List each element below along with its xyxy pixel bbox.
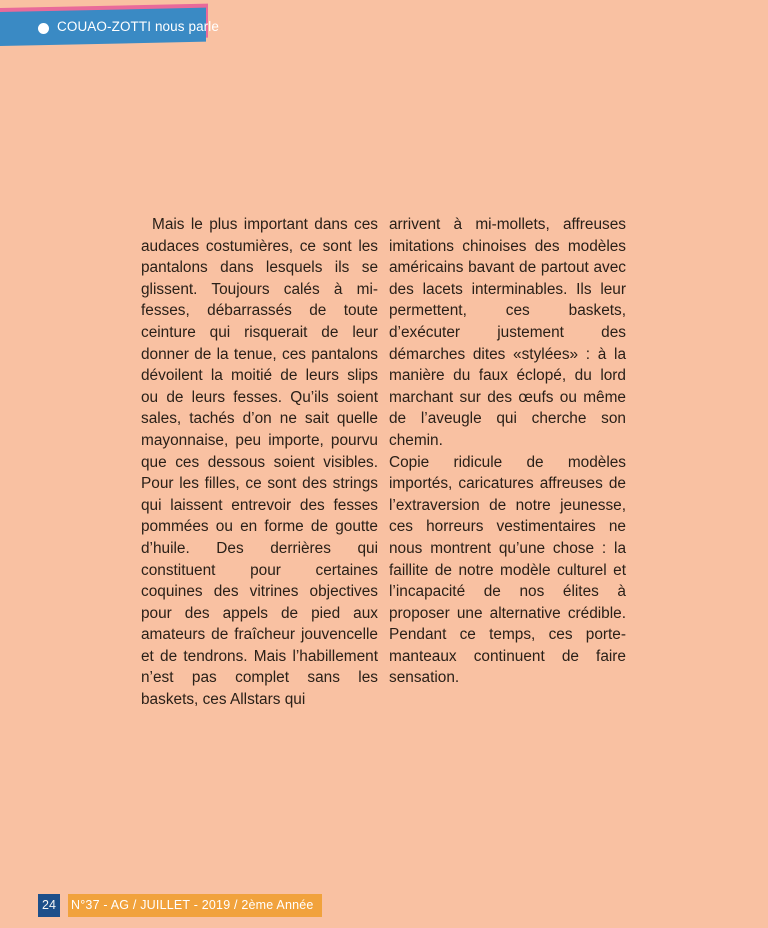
article-paragraph: Copie ridicule de modèles importés, caricatures affreuses de l’extraversion de notre jeunesse, ces horreurs vestimentaires ne nous montrent qu’une chose : la faillite de notre modèle culturel et l’incapacité de nos élites à proposer une alternative crédible. Pendant ce temps, ces porte-manteaux continuent de faire sensation. bbox=[389, 453, 626, 687]
section-header-tab bbox=[0, 8, 219, 44]
article-paragraph: Mais le plus important dans ces audaces costumières, ce sont les pantalons dans lesquels ils se glissent. Toujours calés à mi-fesses, débarrassés de toute ceinture qui risquerait de leur donner de la tenue, ces pantalons dévoilent la moitié de leurs slips ou de leurs fesses. Qu’ils soient sales, tachés d’on ne sait quelle mayonnaise, peu importe, pourvu que ces dessous soient visibles. Pour les filles, ce sont des strings qui laissent entrevoir des fesses pommées ou en forme de goutte d’huile. Des derrières qui constituent pour certaines coquines des vitrines objectives pour des appels de pied aux amateurs de fraîcheur jouvencelle et de tendrons. Mais l’habillement n’est pas complet sans les baskets, ces Allstars qui bbox=[141, 216, 378, 709]
footer-gap bbox=[60, 894, 68, 917]
article-paragraph: arrivent à mi-mollets, affreuses imitations chinoises des modèles américains bavant de partout avec des lacets interminables. Ils leur permettent, ces baskets, d’exécuter justement des démarches dites «stylées» : à la manière du faux éclopé, du lord marchant sur des œufs ou même de l’aveugle qui cherche son chemin. bbox=[389, 216, 626, 449]
section-label: COUAO-ZOTTI nous parle bbox=[57, 19, 219, 34]
issue-info: N°37 - AG / JUILLET - 2019 / 2ème Année bbox=[68, 894, 322, 917]
article-column-right bbox=[389, 214, 626, 714]
article-column-left bbox=[141, 214, 378, 714]
bullet-dot-icon bbox=[38, 23, 49, 34]
page-number: 24 bbox=[38, 894, 60, 917]
page-footer bbox=[38, 894, 322, 917]
article-body bbox=[141, 214, 627, 714]
